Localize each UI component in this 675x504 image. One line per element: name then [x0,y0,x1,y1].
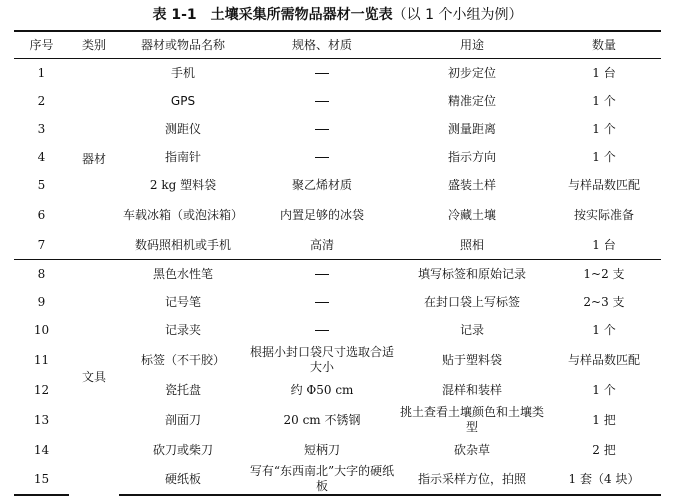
cell-spec: 短柄刀 [303,442,340,457]
cell-qty: 1 台 [592,65,616,80]
cell-qty: 1 个 [592,121,616,136]
cell-name: 手机 [170,65,195,80]
cell-spec [247,316,397,344]
cell-use: 冷藏土壤 [447,207,496,222]
cell-use: 指示方向 [447,149,496,164]
cell-qty: 1 个 [592,382,616,397]
cell-spec: 内置足够的冰袋 [279,207,364,222]
cell-no: 3 [37,121,46,136]
cell-spec [247,59,397,88]
cell-name: 2 kg 塑料袋 [149,177,217,192]
cell-spec: 约 Φ50 cm [290,382,354,397]
category-equipment: 器材 [81,151,106,166]
header-spec: 规格、材质 [247,31,397,59]
cell-no: 2 [37,93,46,108]
header-category: 类别 [69,31,119,59]
cell-name: 数码照相机或手机 [134,237,231,252]
cell-spec: 高清 [309,237,334,252]
cell-name: 记录夹 [164,322,201,337]
cell-use: 精准定位 [447,93,496,108]
cell-name: 指南针 [164,149,201,164]
header-item-name: 器材或物品名称 [119,31,247,59]
cell-spec [247,115,397,143]
header-row [14,31,661,59]
cell-no: 1 [37,65,46,80]
cell-spec [247,260,397,289]
cell-qty: 与样品数匹配 [567,177,640,192]
dash-mark [315,157,329,158]
cell-name: 瓷托盘 [164,382,201,397]
equipment-table [14,30,661,496]
cell-spec: 写有“东西南北”大字的硬纸板 [247,464,397,495]
cell-qty: 按实际准备 [573,207,634,222]
cell-qty: 1 个 [592,322,616,337]
cell-use: 砍杂草 [453,442,490,457]
table-number: 表 1-1 [152,7,197,23]
cell-use: 混样和装样 [441,382,502,397]
cell-name: 砍刀或柴刀 [152,442,213,457]
table-title: 土壤采集所需物品器材一览表 [210,7,393,23]
dash-mark [315,330,329,331]
cell-qty: 1 台 [592,237,616,252]
table-caption [0,2,675,28]
cell-spec: 根据小封口袋尺寸选取合适大小 [249,345,394,374]
cell-name: 黑色水性笔 [119,260,247,289]
cell-use: 照相 [459,237,484,252]
cell-spec [247,288,397,316]
cell-spec: 聚乙烯材质 [291,177,352,192]
table-row [14,59,661,88]
table-row [14,260,661,289]
cell-name: 剖面刀 [164,412,201,427]
cell-no: 5 [37,177,46,192]
cell-name: 硬纸板 [119,464,247,495]
cell-name: 车载冰箱（或泡沫箱） [122,207,243,222]
cell-qty: 与样品数匹配 [567,352,640,367]
cell-no: 8 [14,260,69,289]
cell-use: 测量距离 [447,121,496,136]
cell-no: 10 [33,322,50,337]
cell-no: 13 [33,412,50,427]
cell-qty: 2 把 [592,442,616,457]
cell-qty: 1 套（4 块） [547,464,661,495]
dash-mark [315,73,329,74]
header-use: 用途 [397,31,547,59]
cell-spec [247,143,397,171]
cell-no: 9 [37,294,46,309]
cell-use: 在封口袋上写标签 [423,294,520,309]
header-no: 序号 [14,31,69,59]
cell-no: 14 [33,442,50,457]
header-quantity: 数量 [547,31,661,59]
dash-mark [315,101,329,102]
cell-use: 盛装土样 [447,177,496,192]
cell-use: 贴于塑料袋 [441,352,502,367]
dash-mark [315,274,329,275]
cell-qty: 1 个 [592,149,616,164]
cell-use: 指示采样方位，拍照 [397,464,547,495]
cell-no: 4 [37,149,46,164]
table-title-note: （以 1 个小组为例） [392,7,523,23]
cell-spec: 20 cm 不锈钢 [283,412,361,427]
cell-use: 记录 [459,322,484,337]
cell-use: 挑土查看土壤颜色和土壤类型 [399,405,544,434]
dash-mark [315,129,329,130]
cell-no: 6 [37,207,46,222]
cell-name: 标签（不干胶） [140,352,225,367]
cell-no: 12 [33,382,50,397]
cell-no: 7 [37,237,46,252]
cell-use: 初步定位 [447,65,496,80]
cell-no: 11 [33,352,50,367]
cell-name: 记号笔 [164,294,201,309]
cell-use: 填写标签和原始记录 [397,260,547,289]
cell-spec [247,87,397,115]
cell-qty: 2~3 支 [583,294,625,309]
category-stationery: 文具 [69,260,119,496]
cell-qty: 1~2 支 [547,260,661,289]
cell-name: GPS [170,93,196,108]
cell-qty: 1 把 [592,412,616,427]
dash-mark [315,302,329,303]
cell-qty: 1 个 [592,93,616,108]
cell-no: 15 [14,464,69,495]
cell-name: 测距仪 [164,121,201,136]
